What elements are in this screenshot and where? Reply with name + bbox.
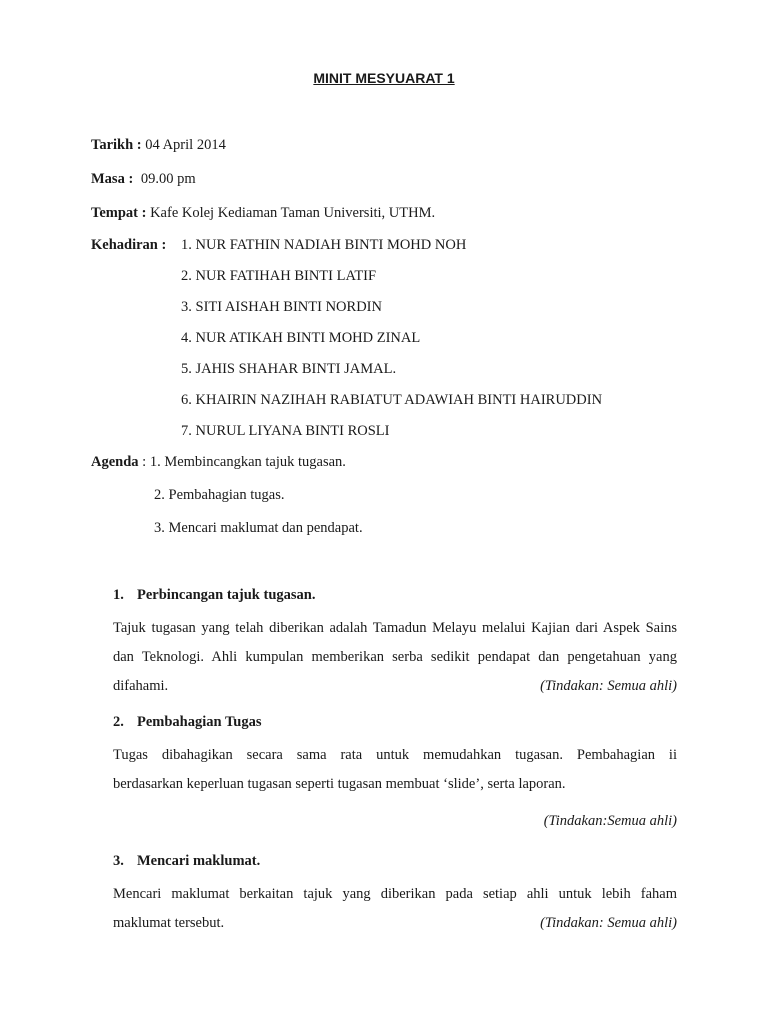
section-number: 3. xyxy=(113,853,124,869)
section-number: 2. xyxy=(113,714,124,730)
attendee-item: 4. NUR ATIKAH BINTI MOHD ZINAL xyxy=(181,330,421,346)
section-paragraph xyxy=(113,741,677,799)
section-title: Perbincangan tajuk tugasan. xyxy=(137,587,316,603)
paragraph-line: dan Teknologi. Ahli kumpulan memberikan serba sedikit pendapat dan pengetahuan yang xyxy=(113,649,677,665)
paragraph-line: Tajuk tugasan yang telah diberikan adalah Tamadun Melayu melalui Kajian dari Aspek Sains xyxy=(113,620,677,636)
tarikh-row xyxy=(91,137,226,154)
section-heading xyxy=(113,853,260,870)
action-note: (Tindakan: Semua ahli) xyxy=(540,678,677,694)
masa-row xyxy=(91,171,196,188)
attendee-item: 1. NUR FATHIN NADIAH BINTI MOHD NOH xyxy=(181,237,467,253)
section-title: Pembahagian Tugas xyxy=(137,714,262,730)
tarikh-label: Tarikh : xyxy=(91,137,142,153)
attendee-item: 3. SITI AISHAH BINTI NORDIN xyxy=(181,299,382,315)
paragraph-last-row xyxy=(113,672,677,701)
paragraph-line: berdasarkan keperluan tugasan seperti tugasan membuat ‘slide’, serta laporan. xyxy=(113,776,566,792)
agenda-row xyxy=(91,454,346,471)
paragraph-line: difahami. xyxy=(113,678,169,694)
masa-value: 09.00 pm xyxy=(140,171,196,187)
attendee-item: 2. NUR FATIHAH BINTI LATIF xyxy=(181,268,377,284)
paragraph-last-row xyxy=(113,909,677,938)
section-paragraph xyxy=(113,614,677,701)
agenda-item: 2. Pembahagian tugas. xyxy=(154,487,285,503)
agenda-separator: : xyxy=(142,454,147,470)
tempat-value: Kafe Kolej Kediaman Taman Universiti, UTHM. xyxy=(150,205,436,221)
attendee-item: 5. JAHIS SHAHAR BINTI JAMAL. xyxy=(181,361,397,377)
tempat-label: Tempat : xyxy=(91,205,147,221)
agenda-label: Agenda xyxy=(91,454,139,470)
agenda-item: 3. Mencari maklumat dan pendapat. xyxy=(154,520,363,536)
tempat-row xyxy=(91,205,435,222)
tarikh-value: 04 April 2014 xyxy=(145,137,226,153)
attendee-item: 7. NURUL LIYANA BINTI ROSLI xyxy=(181,423,390,439)
section-heading xyxy=(113,587,315,604)
section-paragraph xyxy=(113,880,677,938)
action-note: (Tindakan:Semua ahli) xyxy=(543,813,677,829)
paragraph-line: maklumat tersebut. xyxy=(113,915,225,931)
paragraph-line: Tugas dibahagikan secara sama rata untuk memudahkan tugasan. Pembahagian ii xyxy=(113,747,677,763)
section-heading xyxy=(113,714,262,731)
masa-label: Masa : xyxy=(91,171,134,187)
section-title: Mencari maklumat. xyxy=(137,853,261,869)
paragraph-line: Mencari maklumat berkaitan tajuk yang diberikan pada setiap ahli untuk lebih faham xyxy=(113,886,677,902)
kehadiran-label: Kehadiran : xyxy=(91,237,167,253)
action-note: (Tindakan: Semua ahli) xyxy=(540,915,677,931)
section-number: 1. xyxy=(113,587,124,603)
agenda-item: 1. Membincangkan tajuk tugasan. xyxy=(149,454,346,470)
attendee-item: 6. KHAIRIN NAZIHAH RABIATUT ADAWIAH BINTI HAIRUDDIN xyxy=(181,392,603,408)
page-title: MINIT MESYUARAT 1 xyxy=(313,70,455,86)
